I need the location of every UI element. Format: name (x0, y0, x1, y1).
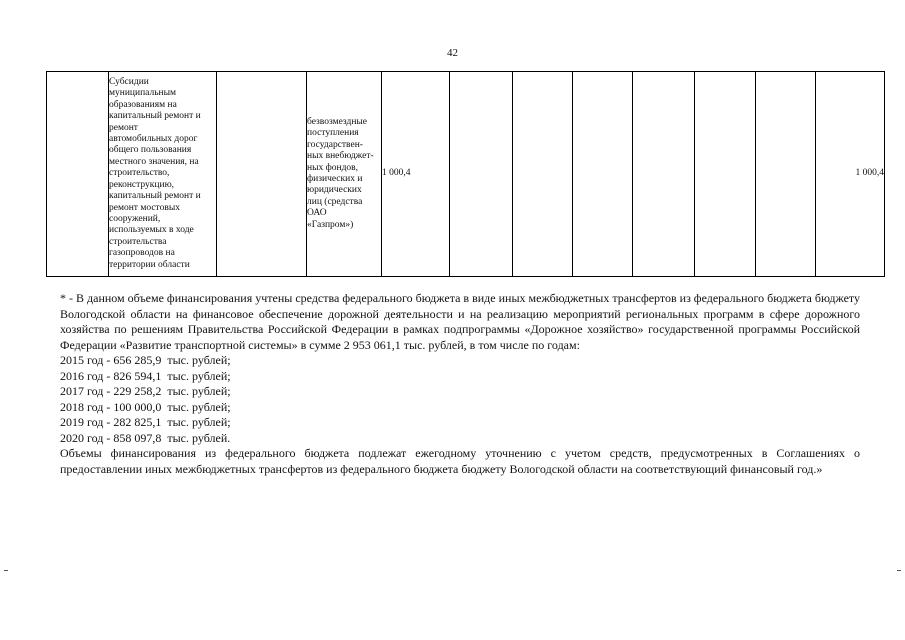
empty-cell (756, 72, 816, 277)
event-name-line: строительство, (109, 168, 170, 179)
event-name-line: ремонт (109, 122, 138, 133)
scan-edge-mark (4, 570, 8, 571)
empty-cell (573, 72, 633, 277)
table-row (47, 72, 885, 277)
empty-cell (47, 72, 109, 277)
funding-source-line: лиц (средства (307, 196, 363, 207)
empty-cell (695, 72, 756, 277)
funding-source-line: физических и (307, 174, 363, 184)
year-line: 2015 год - 656 285,9 тыс. рублей; (60, 353, 231, 367)
event-name-line: общего пользования (109, 145, 192, 156)
footnote-closing: Объемы финансирования из федерального бюджета подлежат ежегодному уточнению с учетом средств, предусмотренных в Соглашениях о предоставлении иных межбюджетных трансфертов из федерального бюджета бюджету Вологодской области на соответствующий финансовый год.» (60, 446, 860, 476)
empty-cell (633, 72, 695, 277)
value-2015-cell: 1 000,4 (382, 72, 450, 277)
funding-source-line: безвозмездные (307, 116, 368, 127)
funding-source-line: поступления (307, 128, 359, 139)
year-line: 2017 год - 229 258,2 тыс. рублей; (60, 384, 231, 398)
funding-source-cell (307, 72, 382, 277)
year-line: 2018 год - 100 000,0 тыс. рублей; (60, 399, 231, 414)
event-name-line: муниципальным (109, 88, 177, 99)
footnote (60, 291, 860, 477)
event-name-line: автомобильных дорог (109, 134, 198, 145)
funding-source-line: ных внебюджет- (307, 151, 374, 162)
empty-cell (450, 72, 513, 277)
scan-edge-mark (897, 570, 901, 571)
page-number: 42 (447, 47, 458, 59)
event-name-line: реконструкцию, (109, 179, 175, 190)
event-name-line: газопроводов на (109, 248, 175, 259)
year-line: 2020 год - 858 097,8 тыс. рублей. (60, 430, 231, 445)
footnote-intro: * - В данном объеме финансирования учтены средства федерального бюджета в виде иных межбюджетных трансфертов из федерального бюджета бюджету Вологодской области на финансовое обеспечение дорожной деятельности и на реализацию мероприятий региональных программ в сфере дорожного хозяйства по решениям Правительства Российской Федерации в рамках подпрограммы «Дорожное хозяйство» государственной программы Российской Федерации «Развитие транспортной системы» в сумме 2 953 061,1 тыс. рублей, в том числе по годам: (60, 291, 860, 352)
empty-cell (217, 72, 307, 277)
event-name-line: территории области (109, 259, 190, 270)
budget-table (46, 71, 885, 277)
event-name-line: сооружений, (109, 213, 161, 224)
funding-source-line: юридических (307, 185, 362, 196)
funding-source-line: «Газпром») (307, 219, 354, 230)
event-name-line: капитальный ремонт и (109, 111, 201, 122)
event-name-line: образованиям на (109, 99, 177, 110)
event-name-line: Субсидии (109, 77, 149, 88)
event-name-line: капитальный ремонт и (109, 191, 201, 202)
event-name-cell (109, 72, 217, 277)
event-name-line: ремонт мостовых (109, 202, 180, 213)
funding-source-line: ОАО (307, 208, 327, 219)
funding-source-line: государствен- (307, 139, 363, 150)
event-name-line: местного значения, на (109, 156, 199, 167)
event-name-line: используемых в ходе (109, 225, 194, 236)
funding-source-line: ных фондов, (307, 162, 359, 173)
year-line: 2016 год - 826 594,1 тыс. рублей; (60, 368, 231, 383)
empty-cell (513, 72, 573, 277)
year-line: 2019 год - 282 825,1 тыс. рублей; (60, 415, 231, 429)
event-name-line: строительства (109, 236, 167, 247)
value-total-cell: 1 000,4 (816, 72, 885, 277)
